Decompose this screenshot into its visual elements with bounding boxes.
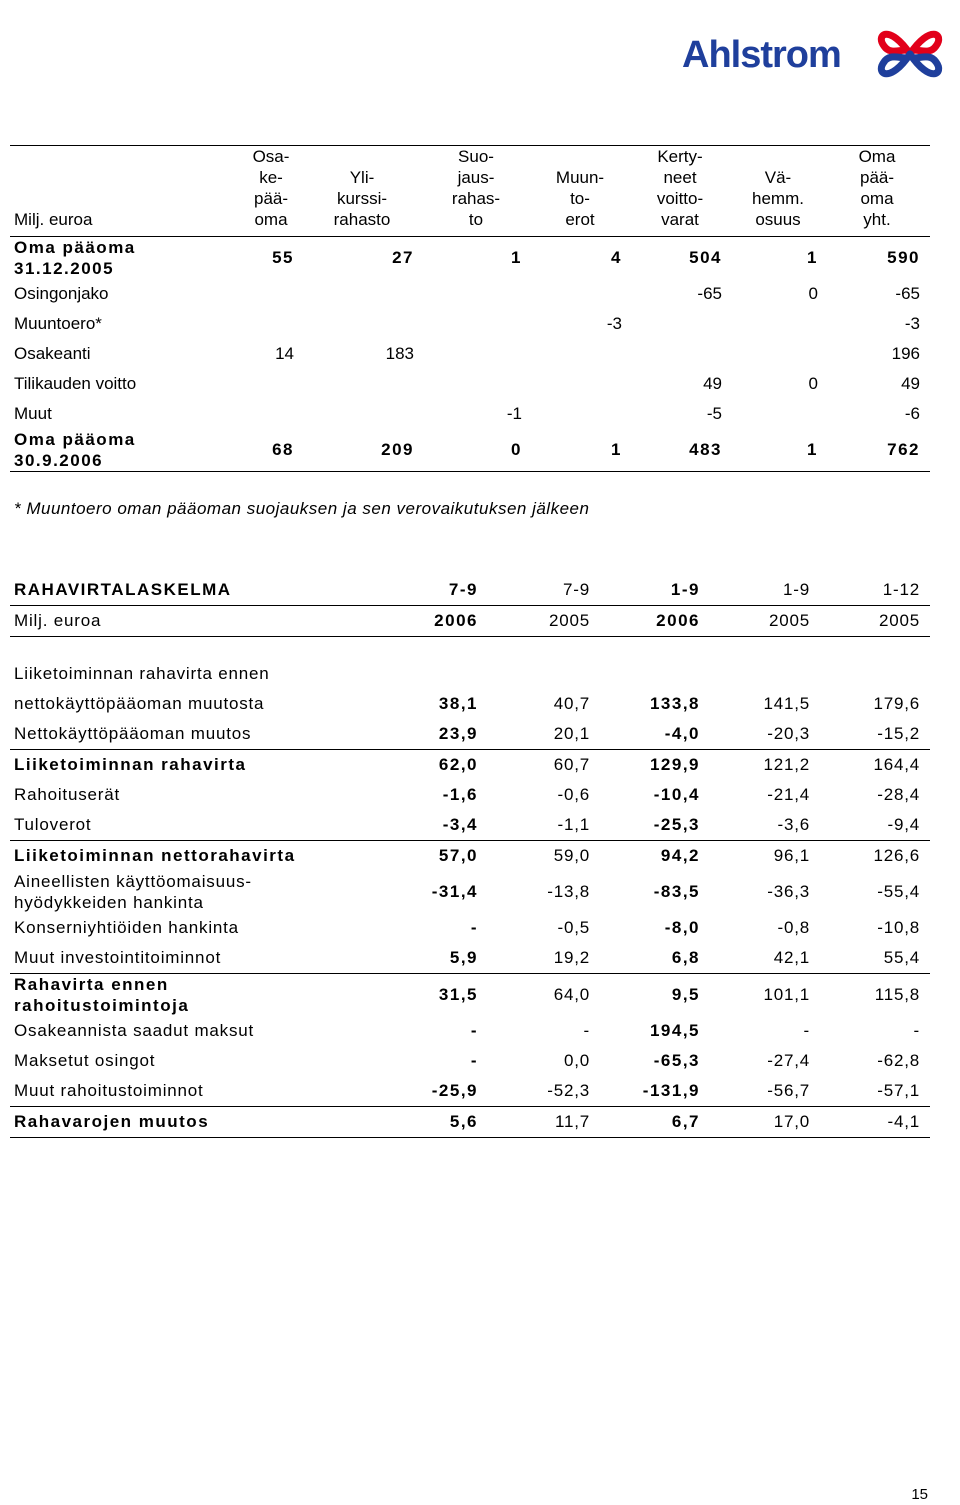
cell-value: -8,0 [664,918,700,937]
cell-value [820,659,930,689]
cashflow-row [10,750,930,781]
row-label: Konserniyhtiöiden hankinta [14,918,239,937]
cell-value: 57,0 [438,846,478,865]
ahlstrom-emblem-icon [870,14,950,92]
cell-value: 96,1 [773,846,810,865]
cell-value: -65 [895,284,920,303]
cell-value: 1 [807,248,818,267]
cell-value: 49 [901,374,920,393]
column-header: Suo- jaus- rahas- to [451,147,501,229]
cell-value: -1,1 [557,815,590,834]
cell-value [532,399,632,429]
cell-value: -65,3 [653,1051,700,1070]
cell-value: -3,4 [442,815,478,834]
cell-value: 27 [392,248,414,267]
row-label: Rahoituserät [14,785,120,804]
cashflow-row [10,1016,930,1046]
cell-value: 62,0 [438,755,478,774]
cell-value: - [913,1021,920,1040]
cell-value [242,279,304,309]
row-label: Muut [14,404,52,423]
row-label: RAHAVIRTALASKELMA [14,580,232,599]
cell-value: 194,5 [649,1021,700,1040]
row-label: Aineellisten käyttöomaisuus- hyödykkeiden hankinta [14,872,252,912]
cell-value: 126,6 [873,846,920,865]
cell-value: 5,6 [449,1112,478,1131]
cell-value: 183 [385,344,414,363]
cell-value: 14 [275,344,294,363]
cell-value: - [470,1021,478,1040]
equity-row [10,429,930,472]
cashflow-row [10,780,930,810]
cell-value: 6,7 [671,1112,700,1131]
cell-value [424,279,532,309]
cell-value: 55,4 [883,948,920,967]
cell-value: 590 [887,248,920,267]
cell-value: -21,4 [767,785,810,804]
cell-value [732,309,828,339]
equity-row [10,339,930,369]
cell-value [424,309,532,339]
ahlstrom-logo [670,12,952,96]
cell-value: -55,4 [877,882,920,901]
cell-value: 23,9 [438,724,478,743]
spacer-cell [10,637,930,660]
cell-value: 55 [272,248,294,267]
cell-value [600,659,710,689]
logo-text: Ahlstrom [682,34,841,76]
equity-row [10,369,930,399]
cell-value [732,339,828,369]
cell-value: -31,4 [431,882,478,901]
cell-value: -1 [506,404,522,423]
row-label: Liiketoiminnan nettorahavirta [14,846,296,865]
equity-row [10,399,930,429]
cell-value: 2006 [434,611,478,630]
table-title-row [10,575,930,606]
cell-value: -83,5 [653,882,700,901]
cell-value: -25,3 [653,815,700,834]
cell-value: 60,7 [553,755,590,774]
row-label: Milj. euroa [14,611,102,630]
cell-value: 129,9 [649,755,700,774]
cell-value: 5,9 [449,948,478,967]
cell-value: 196 [891,344,920,363]
cell-value: 17,0 [773,1112,810,1131]
cell-value: 6,8 [671,948,700,967]
cell-value [242,399,304,429]
cell-value: 101,1 [763,985,810,1004]
row-label: Osakeannista saadut maksut [14,1021,255,1040]
cashflow-row [10,1046,930,1076]
cell-value: 9,5 [671,985,700,1004]
cell-value [732,399,828,429]
footnote: * Muuntoero oman pääoman suojauksen ja sen verovaikutuksen jälkeen [14,499,590,518]
cell-value: -4,0 [664,724,700,743]
equity-header-row [10,146,930,237]
cell-value: 0 [511,440,522,459]
row-label: Osingonjako [14,284,109,303]
cell-value: -56,7 [767,1081,810,1100]
cell-value: 40,7 [553,694,590,713]
cell-value: -9,4 [887,815,920,834]
cell-value: 0 [808,284,818,303]
cell-value [380,659,488,689]
cell-value [710,659,820,689]
row-label: Rahavarojen muutos [14,1112,210,1131]
cell-value: 68 [272,440,294,459]
cell-value: 0 [808,374,818,393]
cell-value: - [583,1021,590,1040]
equity-row [10,237,930,280]
cell-value [532,339,632,369]
cashflow-row [10,659,930,689]
cell-value: -0,6 [557,785,590,804]
column-header: Osa- ke- pää- oma [252,147,290,229]
row-label: Muuntoero* [14,314,102,333]
cell-value: -28,4 [877,785,920,804]
cell-value: -15,2 [877,724,920,743]
cell-value: 121,2 [763,755,810,774]
cell-value [304,369,424,399]
row-label: Muut rahoitustoiminnot [14,1081,204,1100]
cell-value: 4 [611,248,622,267]
cell-value: 7-9 [448,580,478,599]
cell-value: -36,3 [767,882,810,901]
cell-value: -1,6 [442,785,478,804]
cell-value: - [803,1021,810,1040]
cell-value: 2005 [548,611,590,630]
cell-value: 19,2 [553,948,590,967]
column-header: Yli- kurssi- rahasto [333,168,391,229]
row-label: Oma pääoma 30.9.2006 [14,430,136,470]
cell-value: -13,8 [547,882,590,901]
cell-value: 133,8 [649,694,700,713]
cell-value: -52,3 [547,1081,590,1100]
cell-value: -4,1 [887,1112,920,1131]
cashflow-row [10,943,930,974]
equity-table [10,145,930,472]
cell-value: -3,6 [777,815,810,834]
cell-value: -3 [904,314,920,333]
column-header: Oma pää- oma yht. [858,147,896,229]
cell-value: -27,4 [767,1051,810,1070]
cell-value: -62,8 [877,1051,920,1070]
cashflow-row [10,871,930,913]
cell-value: 49 [703,374,722,393]
cell-value: - [470,918,478,937]
cell-value [632,339,732,369]
cell-value: 38,1 [438,694,478,713]
equity-row [10,309,930,339]
cell-value: 59,0 [553,846,590,865]
cell-value: -25,9 [431,1081,478,1100]
page-number: 15 [911,1486,928,1503]
cell-value [304,399,424,429]
cell-value: 164,4 [873,755,920,774]
cashflow-table [10,575,930,1138]
cashflow-row [10,913,930,943]
cell-value: 2006 [656,611,700,630]
cell-value: 31,5 [438,985,478,1004]
row-label: Maksetut osingot [14,1051,156,1070]
equity-row [10,279,930,309]
column-header: Vä- hemm. osuus [752,168,804,229]
row-label: Tuloverot [14,815,92,834]
cell-value: 2005 [768,611,810,630]
cashflow-row [10,689,930,719]
cell-value: - [470,1051,478,1070]
cell-value: -6 [904,404,920,423]
cell-value: -0,5 [557,918,590,937]
cashflow-row [10,719,930,750]
cell-value: 7-9 [563,580,590,599]
cell-value: 115,8 [874,985,920,1004]
cell-value: -3 [606,314,622,333]
cell-value [532,279,632,309]
cell-value: 483 [689,440,722,459]
table-subtitle-row [10,606,930,637]
cell-value: 1-12 [882,580,920,599]
cell-value: 42,1 [773,948,810,967]
cell-value [424,369,532,399]
row-label: Liiketoiminnan rahavirta ennen [14,664,270,683]
cell-value [424,339,532,369]
cell-value: -10,8 [877,918,920,937]
row-label: Liiketoiminnan rahavirta [14,755,247,774]
cashflow-row [10,810,930,841]
cell-value: 11,7 [554,1112,590,1131]
cell-value: 504 [689,248,722,267]
row-label: Muut investointitoiminnot [14,948,222,967]
cell-value: 179,6 [873,694,920,713]
cell-value: 64,0 [553,985,590,1004]
row-label: nettokäyttöpääoman muutosta [14,694,265,713]
cell-value: -10,4 [653,785,700,804]
cell-value [242,309,304,339]
cell-value: 1 [511,248,522,267]
cell-value: 762 [887,440,920,459]
cashflow-row [10,1107,930,1138]
cell-value: 0,0 [563,1051,590,1070]
cell-value: -20,3 [767,724,810,743]
cell-value [242,369,304,399]
cell-value: 1-9 [670,580,700,599]
row-label: Osakeanti [14,344,91,363]
cell-value: -0,8 [777,918,810,937]
cell-value: 2005 [878,611,920,630]
cell-value [488,659,600,689]
cell-value: 94,2 [660,846,700,865]
cell-value: -57,1 [877,1081,920,1100]
cell-value: -5 [706,404,722,423]
row-label: Tilikauden voitto [14,374,137,393]
row-label: Rahavirta ennen rahoitustoimintoja [14,975,190,1015]
cell-value: 209 [381,440,414,459]
cashflow-row [10,974,930,1017]
cell-value: -65 [697,284,722,303]
cell-value: 1 [611,440,622,459]
spacer-row [10,637,930,660]
row-label: Oma pääoma 31.12.2005 [14,238,136,278]
cell-value: -131,9 [642,1081,700,1100]
column-header: Muun- to- erot [555,168,605,229]
cell-value: 20,1 [553,724,590,743]
cashflow-row [10,841,930,872]
cell-value [304,279,424,309]
cell-value: 1 [807,440,818,459]
cell-value [532,369,632,399]
row-label: Nettokäyttöpääoman muutos [14,724,252,743]
cell-value: 141,5 [763,694,810,713]
column-header: Milj. euroa [14,210,93,229]
cell-value [304,309,424,339]
cashflow-row [10,1076,930,1107]
cell-value [632,309,732,339]
column-header: Kerty- neet voitto- varat [656,147,704,229]
cell-value: 1-9 [783,580,810,599]
